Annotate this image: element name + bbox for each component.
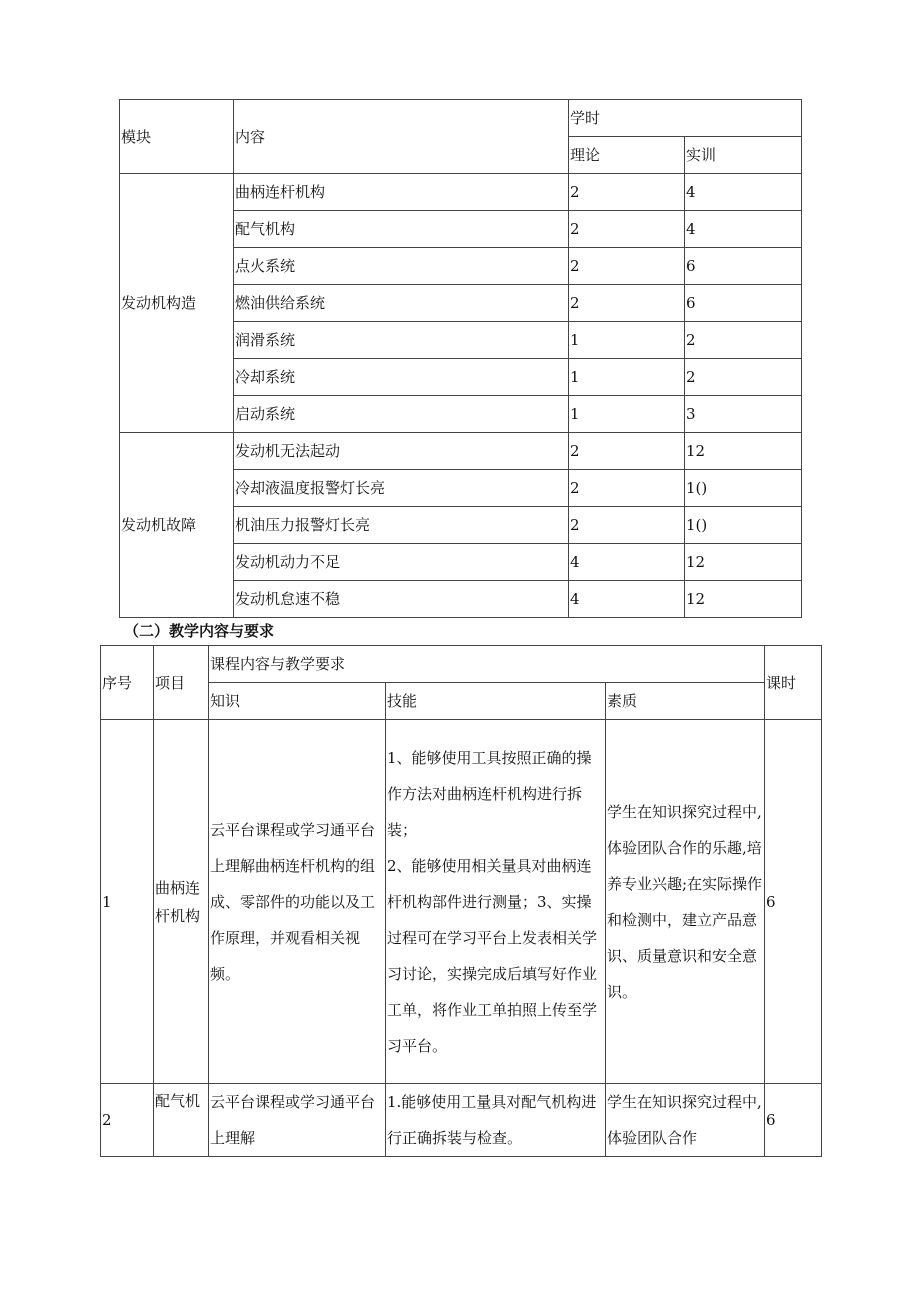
row-no: 1 <box>101 720 154 1084</box>
practice-cell: 4 <box>685 174 802 211</box>
section-heading: （二）教学内容与要求 <box>124 622 275 640</box>
header-hours: 学时 <box>569 100 802 137</box>
content-cell: 发动机怠速不稳 <box>234 581 569 618</box>
practice-cell: 6 <box>685 248 802 285</box>
theory-cell: 1 <box>569 396 685 433</box>
content-cell: 配气机构 <box>234 211 569 248</box>
row-hours: 6 <box>765 720 822 1084</box>
row-knowledge: 云平台课程或学习通平台上理解曲柄连杆机构的组成、零部件的功能以及工作原理，并观看相关视频。 <box>209 720 386 1084</box>
row-quality: 学生在知识探究过程中,体验团队合作的乐趣,培养专业兴趣;在实际操作和检测中，建立产品意识、质量意识和安全意识。 <box>606 720 765 1084</box>
content-cell: 发动机动力不足 <box>234 544 569 581</box>
theory-cell: 2 <box>569 174 685 211</box>
skill-item: 2、能够使用相关量具对曲柄连杆机构部件进行测量；3、实操过程可在学习平台上发表相关学习讨论，实操完成后填写好作业工单，将作业工单拍照上传至学习平台。 <box>387 856 598 1055</box>
row-hours: 6 <box>765 1084 822 1157</box>
row-project: 曲柄连杆机构 <box>154 720 209 1084</box>
content-cell: 燃油供给系统 <box>234 285 569 322</box>
practice-cell: 4 <box>685 211 802 248</box>
header-skill: 技能 <box>386 683 606 720</box>
table-row <box>120 174 802 211</box>
header-hours: 课时 <box>765 646 822 720</box>
practice-cell: 12 <box>685 581 802 618</box>
theory-cell: 2 <box>569 248 685 285</box>
practice-cell: 2 <box>685 359 802 396</box>
header-quality: 素质 <box>606 683 765 720</box>
practice-cell: 3 <box>685 396 802 433</box>
theory-cell: 2 <box>569 470 685 507</box>
practice-cell: 1() <box>685 507 802 544</box>
hours-table <box>119 99 802 618</box>
header-content: 内容 <box>234 100 569 174</box>
theory-cell: 1 <box>569 359 685 396</box>
row-no: 2 <box>101 1084 154 1157</box>
theory-cell: 2 <box>569 211 685 248</box>
module-cell: 发动机构造 <box>120 174 234 433</box>
header-requirements: 课程内容与教学要求 <box>209 646 765 683</box>
practice-cell: 12 <box>685 433 802 470</box>
theory-cell: 1 <box>569 322 685 359</box>
practice-cell: 2 <box>685 322 802 359</box>
module-cell: 发动机故障 <box>120 433 234 618</box>
content-cell: 冷却液温度报警灯长亮 <box>234 470 569 507</box>
content-cell: 机油压力报警灯长亮 <box>234 507 569 544</box>
row-skill: 1.能够使用工量具对配气机构进行正确拆装与检查。 <box>386 1084 606 1157</box>
theory-cell: 2 <box>569 433 685 470</box>
practice-cell: 12 <box>685 544 802 581</box>
row-quality: 学生在知识探究过程中,体验团队合作 <box>606 1084 765 1157</box>
theory-cell: 2 <box>569 507 685 544</box>
header-module: 模块 <box>120 100 234 174</box>
header-project: 项目 <box>154 646 209 720</box>
content-cell: 点火系统 <box>234 248 569 285</box>
content-cell: 启动系统 <box>234 396 569 433</box>
row-skill <box>386 720 606 1084</box>
header-theory: 理论 <box>569 137 685 174</box>
table-row <box>120 433 802 470</box>
practice-cell: 1() <box>685 470 802 507</box>
header-no: 序号 <box>101 646 154 720</box>
content-cell: 曲柄连杆机构 <box>234 174 569 211</box>
practice-cell: 6 <box>685 285 802 322</box>
row-project: 配气机 <box>154 1084 209 1157</box>
content-cell: 冷却系统 <box>234 359 569 396</box>
theory-cell: 4 <box>569 544 685 581</box>
theory-cell: 2 <box>569 285 685 322</box>
theory-cell: 4 <box>569 581 685 618</box>
content-cell: 润滑系统 <box>234 322 569 359</box>
content-cell: 发动机无法起动 <box>234 433 569 470</box>
teaching-content-table <box>100 645 822 1157</box>
header-knowledge: 知识 <box>209 683 386 720</box>
row-knowledge: 云平台课程或学习通平台上理解 <box>209 1084 386 1157</box>
skill-item: 1、能够使用工具按照正确的操作方法对曲柄连杆机构进行拆装； <box>387 748 592 839</box>
header-practice: 实训 <box>685 137 802 174</box>
